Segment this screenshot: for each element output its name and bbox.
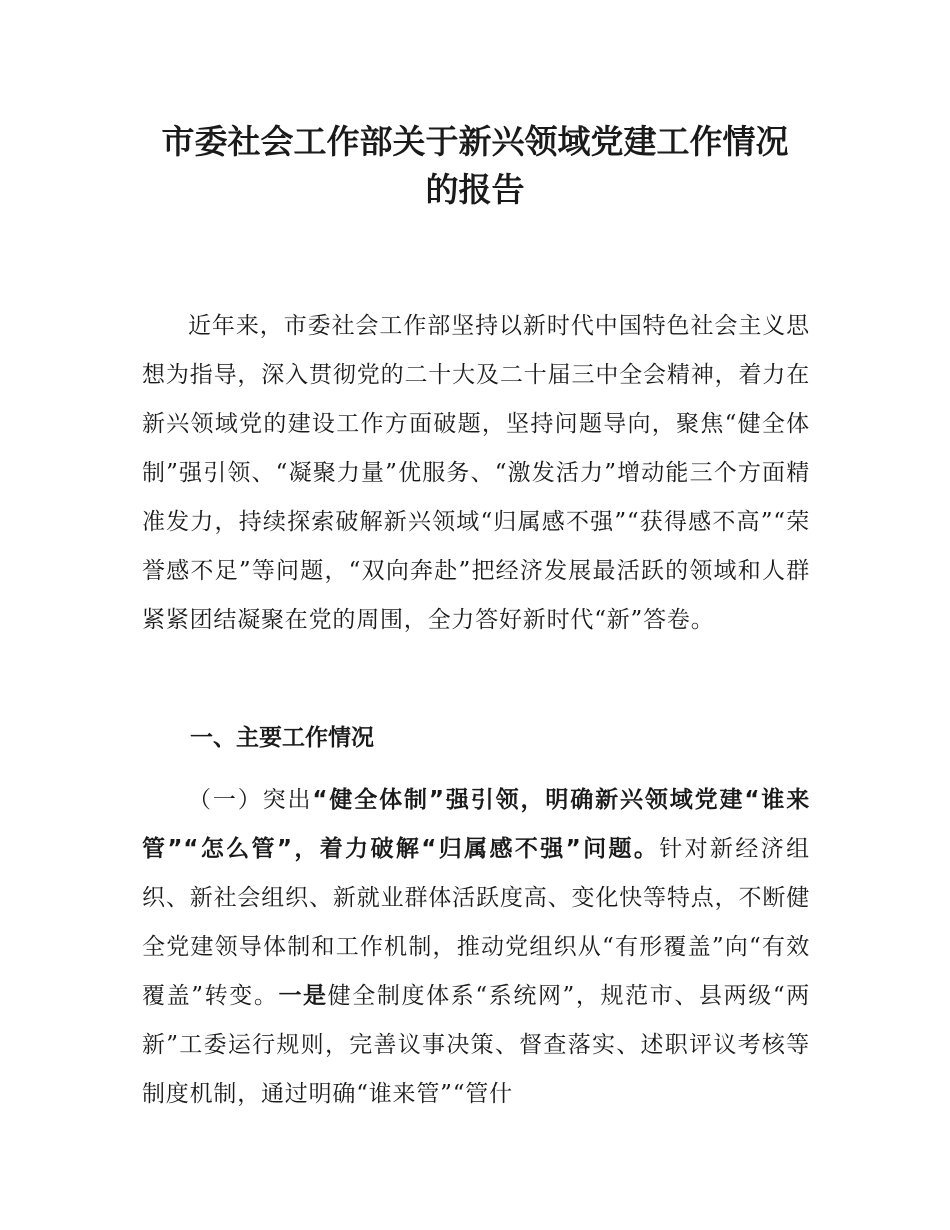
subsection-lead: “健全体制”强引领，明确新兴领域党建“谁来管”“怎么管”，着力破解“归属感不强”问题。 bbox=[142, 787, 810, 862]
intro-paragraph: 近年来，市委社会工作部坚持以新时代中国特色社会主义思想为指导，深入贯彻党的二十大及二十届三中全会精神，着力在新兴领域党的建设工作方面破题，坚持问题导向，聚焦“健全体制”强引领、“凝聚力量”优服务、“激发活力”增动能三个方面精准发力，持续探索破解新兴领域“归属感不强”“获得感不高”“荣誉感不足”等问题，“双向奔赴”把经济发展最活跃的领域和人群紧紧团结凝聚在党的周围，全力答好新时代“新”答卷。 bbox=[142, 313, 810, 633]
subsection-body-1: 针对新经济组织、新社会组织、新就业群体活跃度高、变化快等特点，不断健全党建领导体制和工作机制，推动党组织从“有形覆盖”向“有效覆盖”转变。 bbox=[142, 836, 810, 1009]
document-title bbox=[90, 118, 860, 214]
section-1-paragraph bbox=[142, 776, 810, 1119]
intro-section bbox=[142, 302, 810, 645]
enumeration-marker: 一是 bbox=[278, 983, 328, 1009]
title-line-1: 市委社会工作部关于新兴领域党建工作情况 bbox=[161, 122, 789, 161]
subsection-body-2: 健全制度体系“系统网”，规范市、县两级“两新”工委运行规则，完善议事决策、督查落实、述职评议考核等制度机制，通过明确“谁来管”“管什 bbox=[142, 983, 810, 1107]
title-line-2: 的报告 bbox=[425, 170, 525, 209]
subsection-prefix: （一）突出 bbox=[188, 787, 313, 813]
section-1-body bbox=[142, 776, 810, 1119]
section-heading: 一、主要工作情况 bbox=[190, 725, 374, 751]
